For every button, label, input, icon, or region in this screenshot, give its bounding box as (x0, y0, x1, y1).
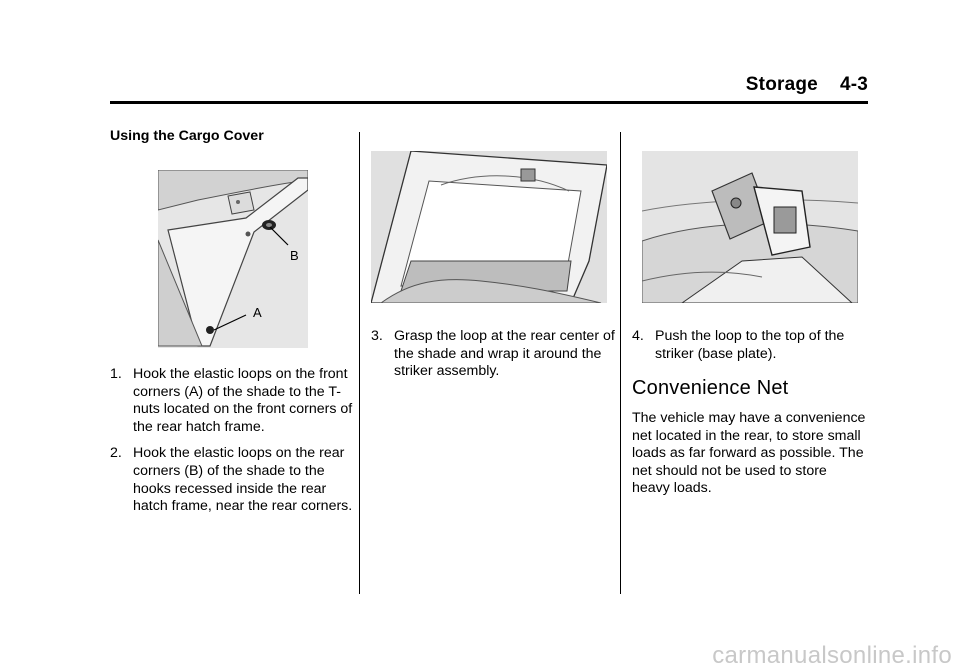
step-2-text: Hook the elastic loops on the rear corners (B) of the shade to the hooks recessed inside the rear hatch frame, near the rear corners. (133, 445, 353, 515)
callout-lines (200, 215, 310, 340)
step-3-text: Grasp the loop at the rear center of the shade and wrap it around the striker assembly. (394, 328, 615, 380)
step-4 (632, 328, 868, 363)
illustration-rear-hatch (371, 151, 607, 303)
step-2-number: 2. (110, 445, 122, 462)
column-2-steps (371, 328, 615, 381)
watermark: carmanualsonline.info (712, 642, 952, 669)
step-2 (110, 445, 354, 515)
step-4-number: 4. (632, 328, 644, 344)
section-name: Storage (745, 74, 818, 95)
subheading-cargo-cover: Using the Cargo Cover (110, 128, 264, 144)
step-3 (371, 328, 615, 381)
section-title-convenience-net: Convenience Net (632, 377, 789, 399)
step-1 (110, 366, 354, 436)
figure-label-a: A (253, 305, 262, 320)
step-3-number: 3. (371, 328, 383, 344)
convenience-net-paragraph: The vehicle may have a convenience net located in the rear, to store small loads as far forward as possible. The net should not be used to store heavy loads. (632, 410, 866, 497)
rear-hatch-drawing (371, 151, 607, 303)
page-header (0, 74, 868, 96)
step-4-text: Push the loop to the top of the striker (base plate). (655, 328, 845, 362)
page-number: 4-3 (839, 74, 868, 95)
striker-drawing (642, 151, 858, 303)
figure-label-b: B (290, 248, 299, 263)
illustration-striker-assembly (642, 151, 858, 303)
column-1-steps (110, 366, 354, 516)
step-1-number: 1. (110, 366, 122, 382)
column-divider-1 (359, 132, 360, 594)
step-1-text: Hook the elastic loops on the front corners (A) of the shade to the T-nuts located on the front corners of the rear hatch frame. (133, 366, 353, 435)
header-rule (110, 101, 868, 104)
column-3-steps (632, 328, 868, 363)
column-divider-2 (620, 132, 621, 594)
column-1 (110, 128, 350, 146)
